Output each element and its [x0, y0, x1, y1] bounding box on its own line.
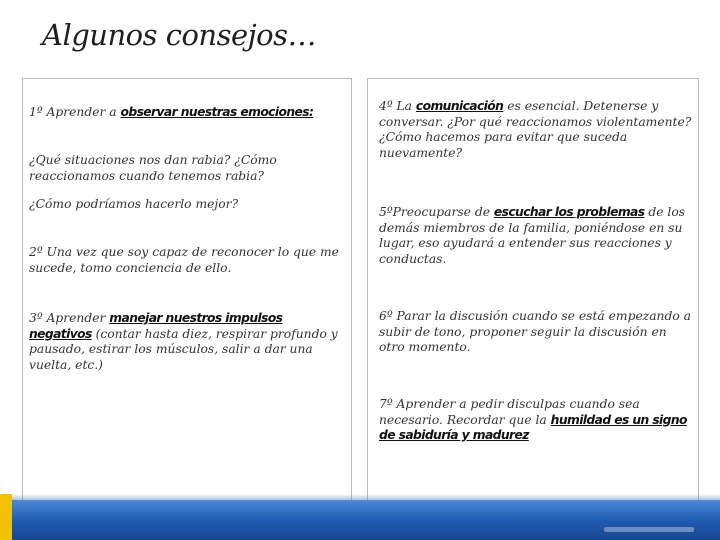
tip-4-emphasis: comunicación [415, 99, 504, 113]
tip-4-detail: es esencial. Detenerse y conversar. ¿Por qué reaccionamos violentamente? ¿Cómo hacemos para evitar que suceda nuevamente? [379, 99, 692, 160]
tip-3 [29, 311, 345, 373]
slide-title: Algunos consejos… [42, 18, 316, 52]
footer-watermark [604, 527, 694, 532]
left-tips-panel [22, 78, 352, 516]
tip-1-emphasis: observar nuestras emociones: [120, 105, 314, 119]
tip-3-emphasis: manejar nuestros impulsos negativos [29, 311, 283, 341]
tip-6: 6º Parar la discusión cuando se está empezando a subir de tono, proponer seguir la discusión en otro momento. [379, 309, 691, 354]
tip-2: 2º Una vez que soy capaz de reconocer lo que me sucede, tomo conciencia de ello. [29, 245, 339, 275]
tip-7-emphasis: humildad es un signo de sabiduría y madurez [379, 412, 687, 442]
tip-3-text: 3º Aprender [29, 311, 110, 325]
tip-5-detail: de los demás miembros de la familia, poniéndose en su lugar, eso ayudará a entender sus reacciones y conductas. [379, 205, 686, 266]
tip-7 [379, 397, 692, 444]
right-tips-panel [367, 78, 699, 516]
tip-3-detail: (contar hasta diez, respirar profundo y pausado, estirar los músculos, salir a dar una vuelta, etc.) [29, 326, 338, 372]
tip-7-text: 7º Aprender a pedir disculpas cuando sea necesario. Recordar que la [379, 397, 640, 427]
tip-1-questions: ¿Qué situaciones nos dan rabia? ¿Cómo reaccionamos cuando tenemos rabia? [29, 153, 277, 183]
footer-band [0, 500, 720, 540]
tip-1 [29, 105, 345, 121]
tip-1-question-improve: ¿Cómo podríamos hacerlo mejor? [29, 197, 239, 211]
tip-4 [379, 99, 692, 161]
tip-5-text: 5ºPreocuparse de [379, 205, 494, 219]
tip-1-text: 1º Aprender a [29, 105, 121, 119]
tip-5 [379, 205, 692, 267]
tip-4-text: 4º La [379, 99, 416, 113]
footer-accent-bar [0, 494, 12, 540]
tip-5-emphasis: escuchar los problemas [493, 205, 645, 219]
